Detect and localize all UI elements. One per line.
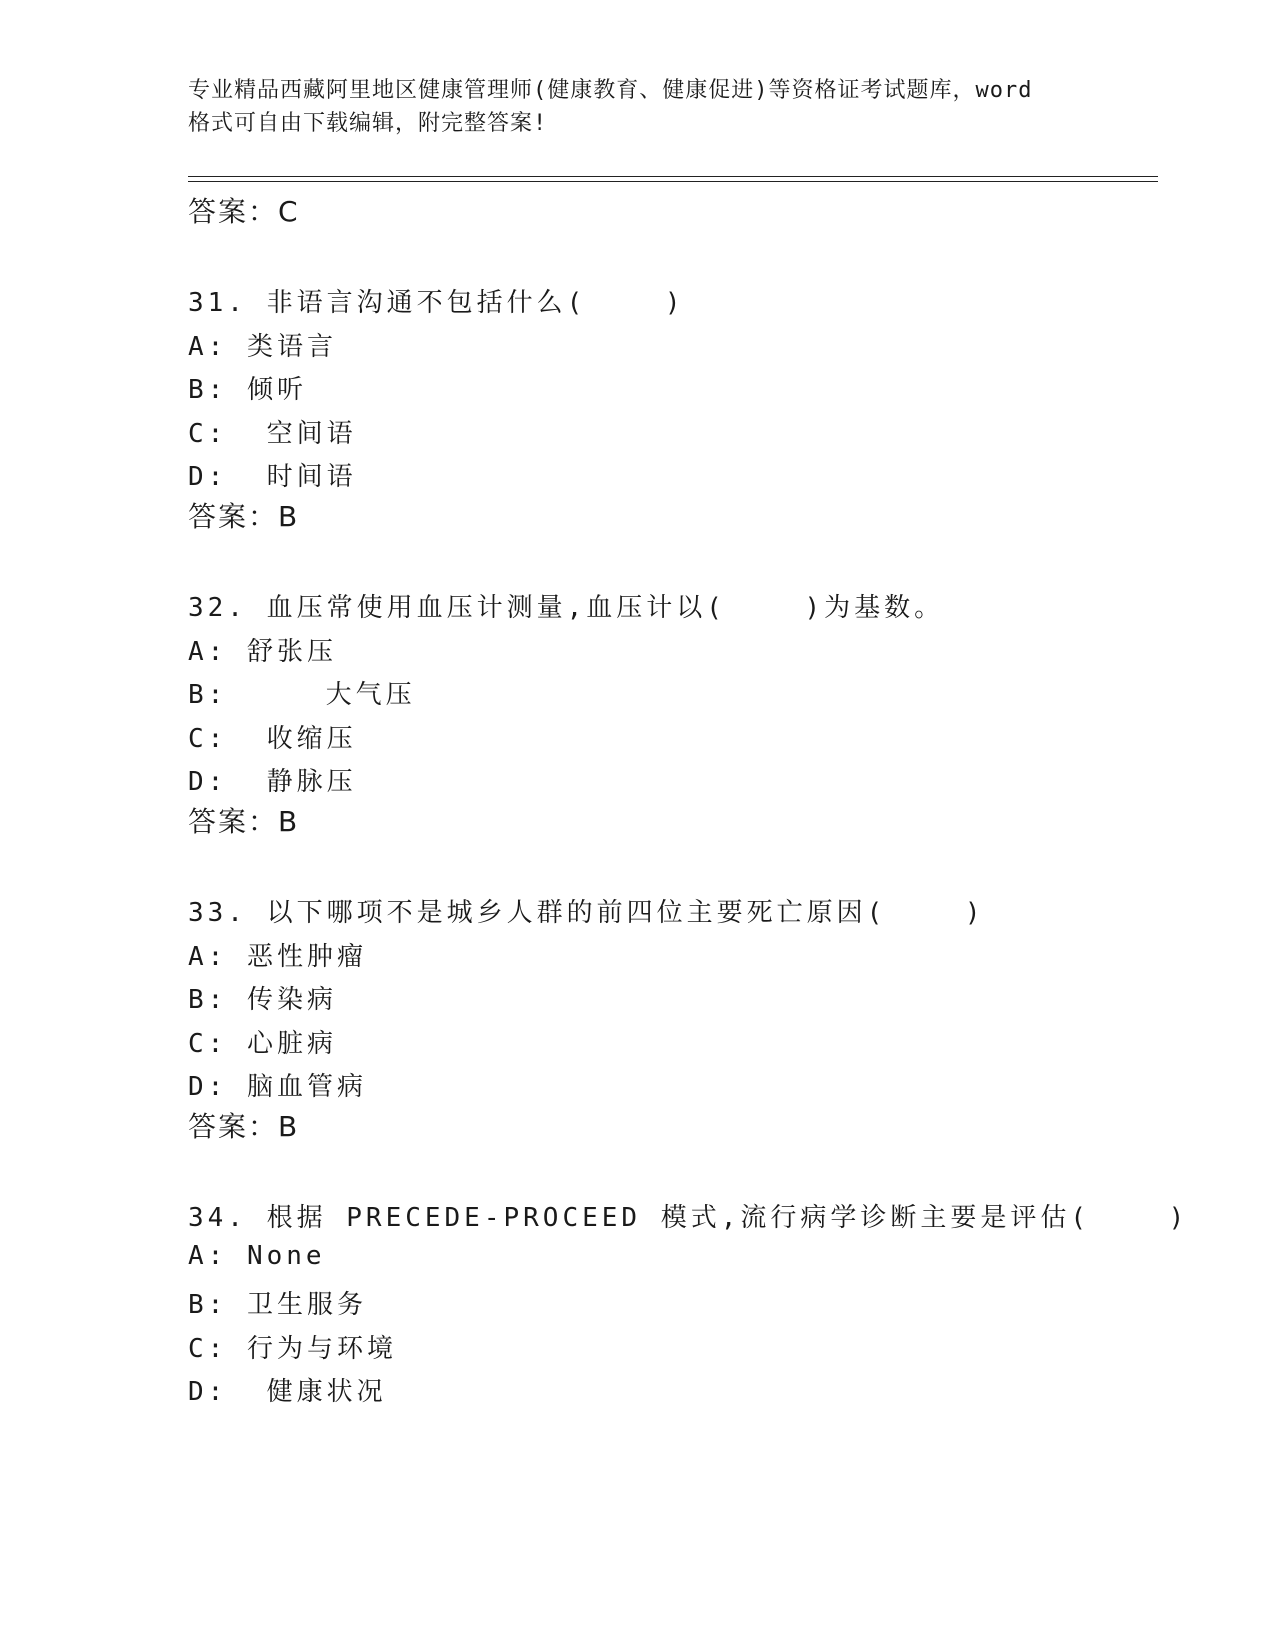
option-c: C: 空间语 xyxy=(188,419,357,449)
option-b: B: 卫生服务 xyxy=(188,1290,367,1320)
answer-line: 答案：B xyxy=(188,1110,300,1143)
option-a: A: 类语言 xyxy=(188,332,337,362)
option-d: D: 健康状况 xyxy=(188,1377,387,1407)
option-d: D: 静脉压 xyxy=(188,767,357,797)
option-a: A: None xyxy=(188,1241,326,1271)
option-a: A: 恶性肿瘤 xyxy=(188,942,367,972)
option-a: A: 舒张压 xyxy=(188,637,337,667)
question-32: 32. 血压常使用血压计测量,血压计以( )为基数。 xyxy=(188,593,945,623)
option-c: C: 收缩压 xyxy=(188,724,357,754)
answer-line: 答案：C xyxy=(188,195,300,228)
header-line-1: 专业精品西藏阿里地区健康管理师(健康教育、健康促进)等资格证考试题库，word xyxy=(188,78,1033,103)
answer-line: 答案：B xyxy=(188,805,300,838)
question-34: 34. 根据 PRECEDE-PROCEED 模式,流行病学诊断主要是评估( ) xyxy=(188,1203,1189,1233)
option-c: C: 行为与环境 xyxy=(188,1334,397,1364)
header-rule-top xyxy=(188,176,1158,177)
option-b: B: 传染病 xyxy=(188,985,337,1015)
header-line-2: 格式可自由下载编辑，附完整答案! xyxy=(188,111,548,136)
option-d: D: 脑血管病 xyxy=(188,1072,367,1102)
option-b: B: 倾听 xyxy=(188,375,307,405)
answer-line: 答案：B xyxy=(188,500,300,533)
header-rule-bottom xyxy=(188,181,1158,182)
document-header xyxy=(188,74,1088,140)
option-c: C: 心脏病 xyxy=(188,1029,337,1059)
option-d: D: 时间语 xyxy=(188,462,357,492)
question-33: 33. 以下哪项不是城乡人群的前四位主要死亡原因( ) xyxy=(188,898,985,928)
question-31: 31. 非语言沟通不包括什么( ) xyxy=(188,288,685,318)
option-b: B: 大气压 xyxy=(188,680,416,710)
